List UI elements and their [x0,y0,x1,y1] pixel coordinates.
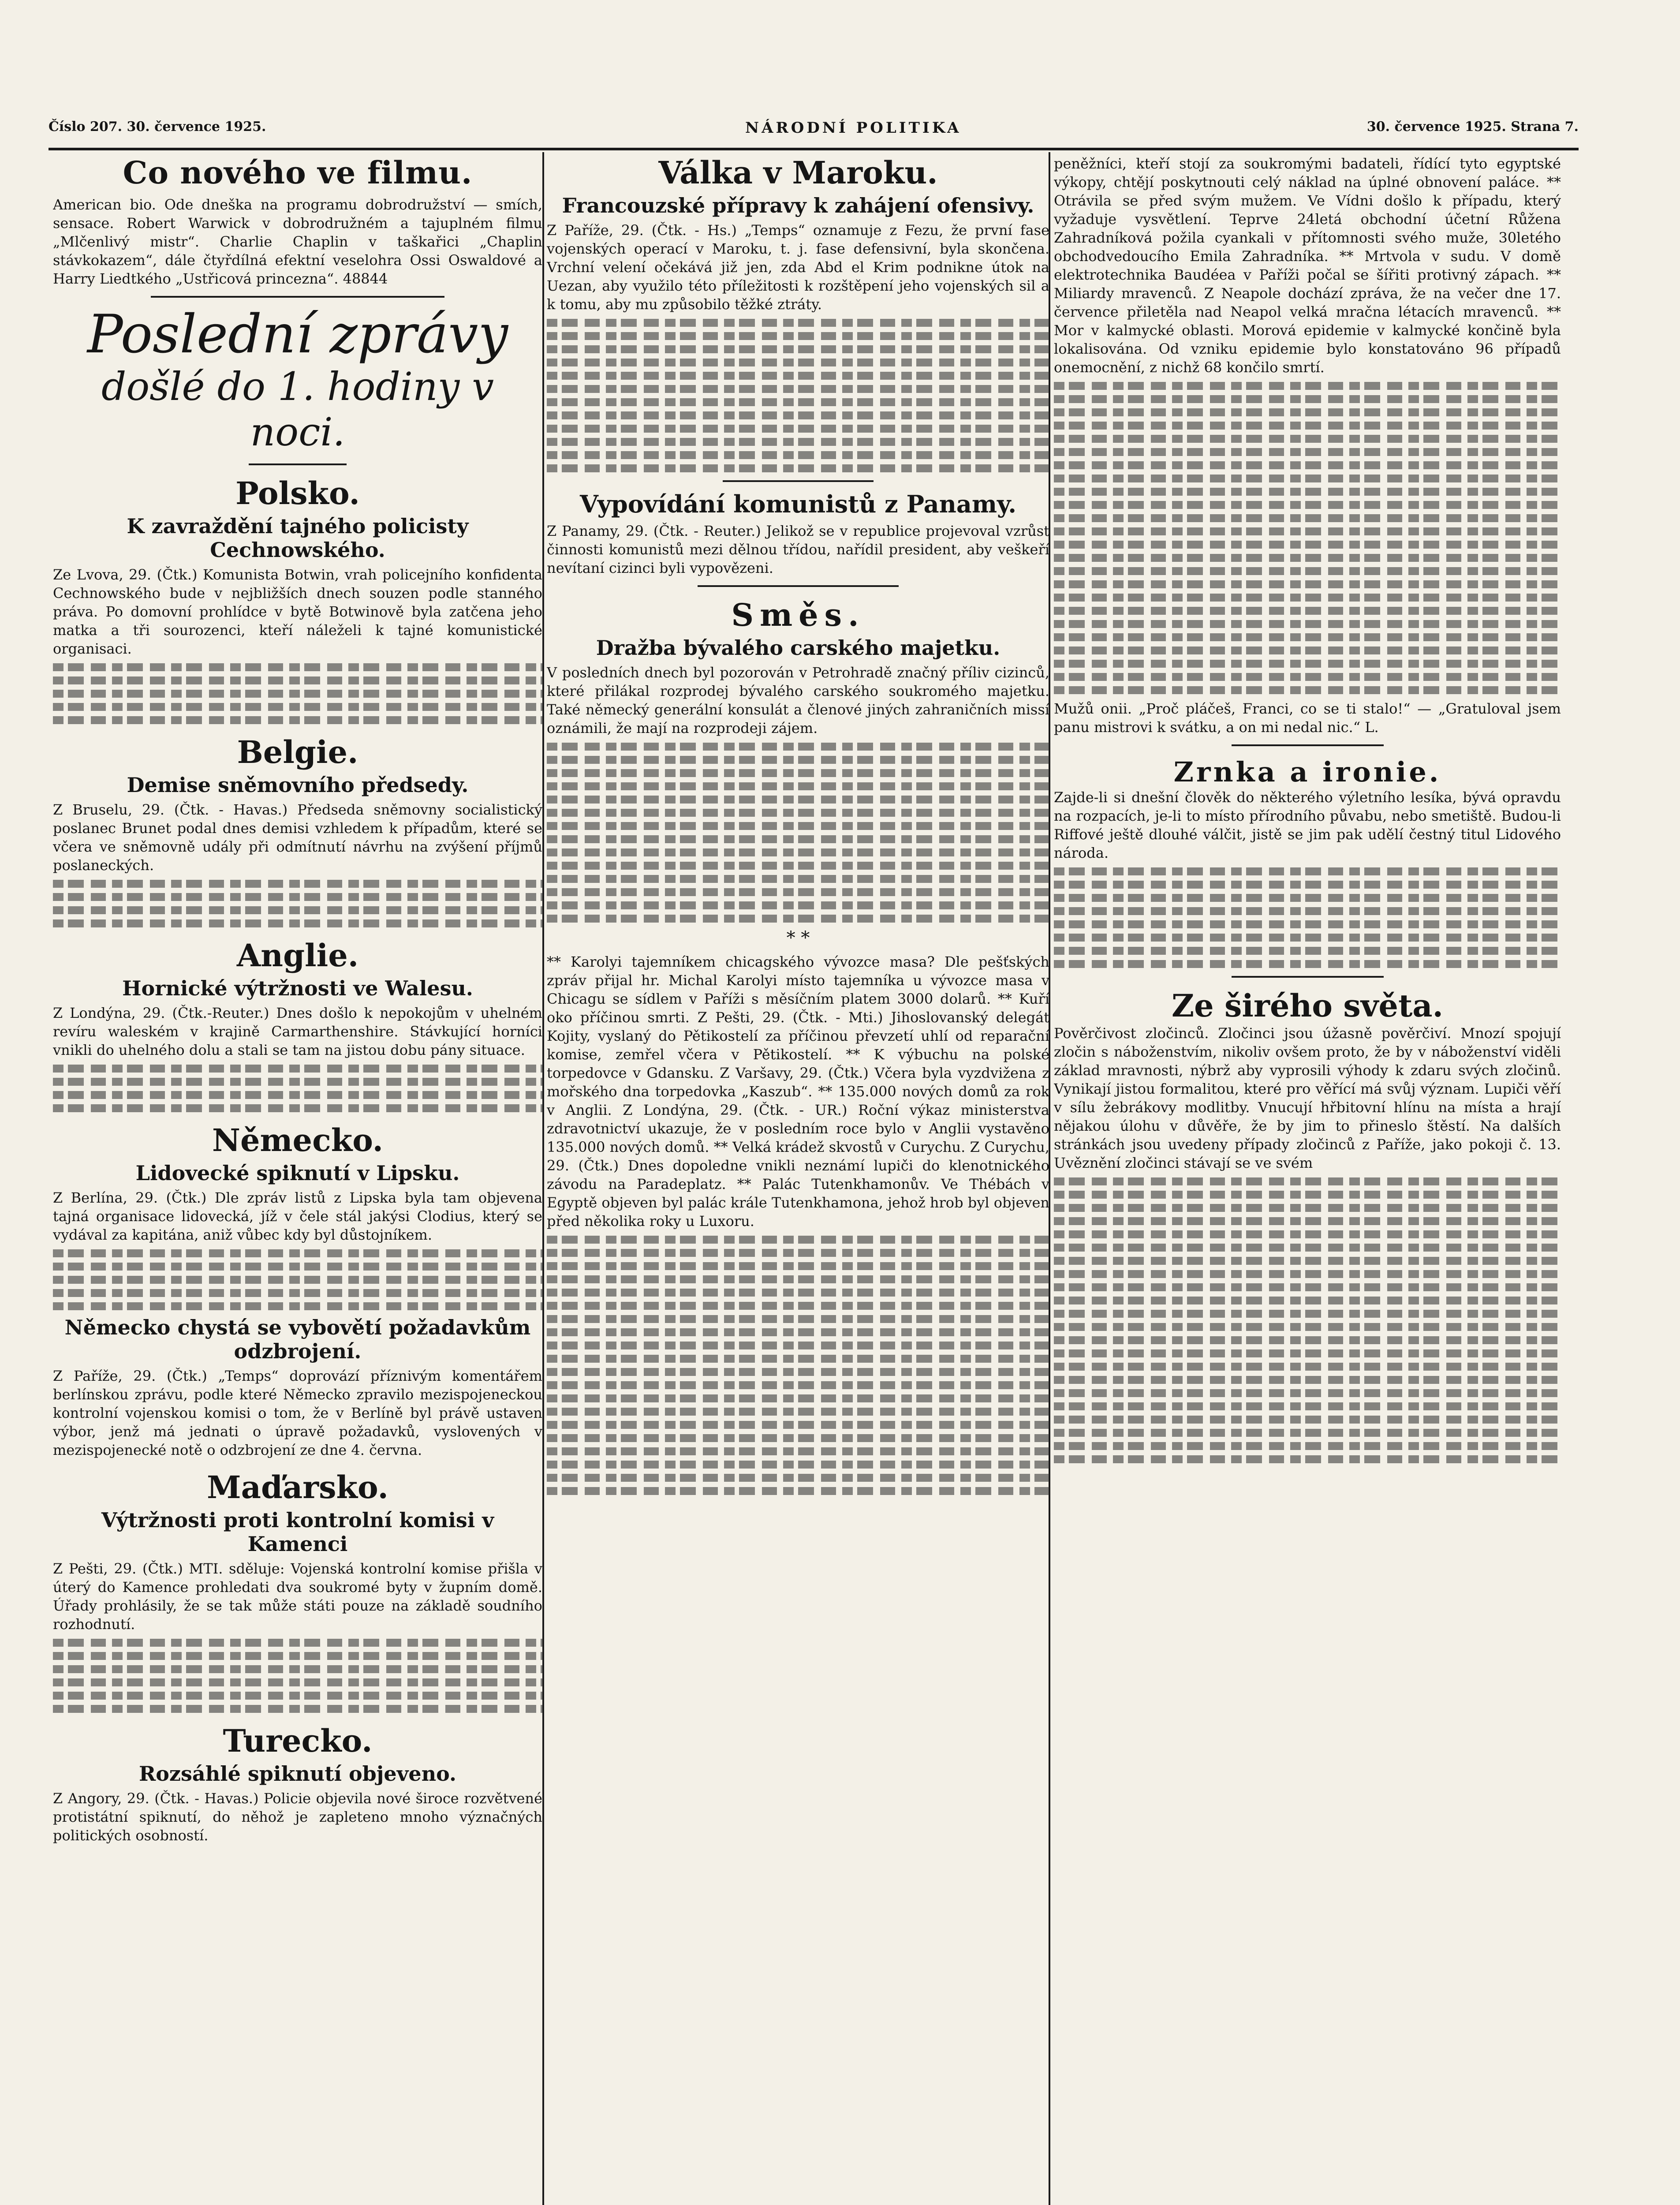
text-continuation [53,1639,542,1713]
mix-text: V posledních dnech byl pozorován v Petrohradě značný příliv cizinců, které přilákal rozprodej bývalého carského soukromého majetku. Také německý generální konsulát a členové jiných zahraničních missí oznámili, že mají na rozprodeji zájem. [547,664,1049,736]
section-title: Německo chystá se vybovětí požadavkům odzbrojení. [64,1316,531,1363]
mix-subtitle: Dražba bývalého carského majetku. [596,636,1001,660]
text-continuation [53,1249,542,1310]
text-continuation [53,880,542,927]
section-divider [1232,976,1384,978]
text-continuation [53,663,542,724]
section-country: Maďarsko. [207,1469,388,1506]
text-continuation [1054,867,1561,968]
masthead [49,115,1579,150]
top-news-text: peněžníci, kteří stojí za soukromými badateli, řídící tyto egyptské výkopy, chtějí poskytnouti celý náklad na úplné obnovení paláce. ** Otrávila se před svým mužem. Ve Vídni došlo k případu, který vyžaduje vysvětlení. Teprve 24letá obchodní účetní Růžena Zahradníková požila cyankali v přítomnosti svého muže, 30letého obchodvedoucího Emila Zahradníka. ** Mrtvola v sudu. V domě elektrotechnika Baudéea v Paříži počal se šířiti protivný zápach. ** Miliardy mravenců. Z Neapole dochází zpráva, že na večer dne 17. července přiletěla nad Neapol velká mračna létacích mravenců. ** Mor v kalmycké oblasti. Morová epidemie v kalmycké končině byla lokalisována. Od vzniku epidemie bylo konstatováno 96 případů onemocnění, z nichž 68 končilo smrtí. [1054,155,1561,376]
panama-text: Z Panamy, 29. (Čtk. - Reuter.) Jelikož se v republice projevoval vzrůst činnosti komunistů mezi dělnou třídou, nařídil president, aby veškeří nevítaní cizinci byli vypovězeni. [547,523,1049,576]
separator-stars: * * [786,928,810,948]
section-text: Z Berlína, 29. (Čtk.) Dle zpráv listů z Lipska byla tam objevena tajná organisace lidovecká, jíž v čele stál jakýsi Clodius, který se vydával za kapitána, aniž vůbec kdy byl důstojníkem. [53,1189,542,1243]
section-divider [151,296,444,298]
irony-text: Zajde-li si dnešní člověk do některého výletního lesíka, bývá opravdu na rozpacích, je-li to místo přírodního půvabu, nebo smetiště. Budou-li Riffové ještě dlouhé válčit, jistě se jim pak udělí čestný titul Lidového národa. [1054,789,1561,861]
war-text: Z Paříže, 29. (Čtk. - Hs.) „Temps“ oznamuje z Fezu, že první fase vojenských operací v Maroku, t. j. fase defensivní, byla skončena. Vrchní velení očekává již jen, zda Abd el Krim podnikne útok na Uezan, aby využilo této příležitosti k rozštěpení jeho vojenských sil a k tomu, aby mu způsobilo těžké ztráty. [547,222,1049,313]
section-title: Výtržnosti proti kontrolní komisi v Kamenci [101,1508,494,1556]
section-title: Demise sněmovního předsedy. [127,773,469,797]
section-divider [723,480,874,482]
section-text: Z Paříže, 29. (Čtk.) „Temps“ doprovází příznivým komentářem berlínskou zprávu, podle které Německo zpravilo mezispojeneckou kontrolní vojenskou komisi o tom, že v Berlíně byl právě ustaven výbor, jenž má jednati o úpravě požadavků, vyslovených v mezispojenecké notě o odzbrojení ze dne 4. června. [53,1368,542,1458]
war-title: Válka v Maroku. [658,154,938,191]
section-country: Polsko. [235,475,360,512]
text-continuation [547,1236,1049,1495]
section-title: Lidovecké spiknutí v Lipsku. [135,1161,460,1185]
section-text: Ze Lvova, 29. (Čtk.) Komunista Botwin, vrah policejního konfidenta Cechnowského bude v nejbližších dnech souzen podle stanného práva. Po domovní prohlídce v bytě Botwinově byla zatčena jeho matka a tři sourozenci, kteří náleželi k tajné komunistické organisaci. [53,566,542,657]
section-country: Anglie. [236,937,359,974]
section-title: Hornické výtržnosti ve Walesu. [122,976,473,1000]
section-text: Z Pešti, 29. (Čtk.) MTI. sděluje: Vojenská kontrolní komise přišla v úterý do Kamence prohledati dva soukromé byty v župním domě. Úřady prohlásily, že se tak může státi pouze na základě soudního rozhodnutí. [53,1560,542,1633]
film-text: American bio. Ode dneška na programu dobrodružství — smích, sensace. Robert Warwick v dobrodružném a tajuplném filmu „Mlčenlivý mistr“. Charlie Chaplin v taškařici „Chaplin stávkokazem“, dále čtyřdílná efektní veselohra Ossi Oswaldové a Harry Liedtkého „Ustřicová princezna“. 48844 [53,196,542,287]
section-divider [1232,744,1384,746]
panama-title: Vypovídání komunistů z Panamy. [579,490,1017,518]
text-continuation [53,1065,542,1112]
issue-date-page: 30. července 1925. Strana 7. [1366,119,1579,135]
section-title: K zavraždění tajného policisty Cechnowského. [127,514,469,562]
news-items: ** Karolyi tajemníkem chicagského vývozce masa? Dle pešťských zpráv přijal hr. Michal Karolyi místo tajemníka u vývozce masa v Chicagu se sídlem v Paříži s měsíčním platem 3000 dolarů. ** Kuří oko příčinou smrti. Z Pešti, 29. (Čtk. - Mti.) Jihoslovanský delegát Kojity, vyslaný do Pětikostelí za příčinou převzetí uhlí od reparační komise, zemřel včera v Pětikostelí. ** K výbuchu na polské torpedovce v Gdansku. Z Varšavy, 29. (Čtk.) Včera byla vyzdvižena z mořského dna torpedovka „Kaszub“. ** 135.000 nových domů za rok v Anglii. Z Londýna, 29. (Čtk. - UR.) Roční výkaz ministerstva zdravotnictví ukazuje, že v posledním roce bylo v Anglii vystavěno 135.000 nových domů. ** Velká krádež skvostů v Curychu. Z Curychu, 29. (Čtk.) Dnes dopoledne vnikli neznámí lupiči do klenotnického závodu na Paradeplatz. ** Palác Tutenkhamonův. Ve Thébách v Egyptě objeven byl palác krále Tutenkhamona, jehož hrob byl objeven před několika roky u Luxoru. [547,953,1049,1230]
section-text: Z Bruselu, 29. (Čtk. - Havas.) Předseda sněmovny socialistický poslanec Brunet podal dnes demisi vzhledem k případům, které se včera ve sněmovně udály při odmítnutí návrhu na zvýšení příjmů poslaneckých. [53,801,542,874]
text-continuation [547,319,1049,472]
section-title: Rozsáhlé spiknutí objeveno. [138,1762,457,1786]
film-heading: Co nového ve filmu. [123,154,473,191]
section-text: Z Londýna, 29. (Čtk.-Reuter.) Dnes došlo k nepokojům v uhelném revíru waleském v krajině Carmarthenshire. Stávkující horníci vnikli do uhelného dolu a stali se tam na jistou dobu pány situace. [53,1005,542,1058]
section-divider [698,585,899,587]
section-country: Belgie. [237,734,358,770]
issue-number: Číslo 207. 30. července 1925. [49,119,266,135]
mix-title: Směs. [731,597,865,633]
section-text: Z Angory, 29. (Čtk. - Havas.) Policie objevila nové široce rozvětvené protistátní spiknutí, do něhož je zapleteno mnoho význačných politických osobností. [53,1790,542,1844]
joke-text: Mužů onii. „Proč pláčeš, Franci, co se ti stalo!“ — „Gratuloval jsem panu mistrovi k svátku, a on mi nedal nic.“ L. [1054,700,1561,736]
world-text: Pověrčivost zločinců. Zločinci jsou úžasně pověrčiví. Mnozí spojují zločin s náboženstvím, nikoliv ovšem proto, že by v náboženství viděli základ mravnosti, nýbrž aby vyprosili výhody k zdaru svých zločinů. Vynikají jistou formalitou, které pro věřící má svůj význam. Lupiči věří v sílu žebrákovy modlitby. Vnucují hřbitovní hlínu na místa a hrají nějakou úlohu v důvěře, že by jim to přineslo štěstí. Na dalších stránkách jsou uvedeny případy zločinců z Paříže, jako pokoji č. 13. Uvěznění zločinci stávají se ve svém [1054,1025,1561,1171]
paper-title: NÁRODNÍ POLITIKA [745,119,962,137]
section-country: Turecko. [223,1723,373,1759]
war-subtitle: Francouzské přípravy k zahájení ofensivy. [562,194,1034,217]
text-continuation [547,743,1049,923]
irony-title: Zrnka a ironie. [1173,756,1441,788]
column-rule-1 [542,152,544,2205]
column-middle [547,154,1049,2205]
section-country: Německo. [212,1122,384,1159]
latest-news-title: Poslední zprávy [87,304,508,365]
world-title: Ze širého světa. [1171,987,1444,1024]
column-right [1054,154,1561,2205]
section-divider [249,463,347,465]
text-continuation [1054,1177,1561,1463]
column-left [53,154,542,2205]
latest-news-subtitle: došlé do 1. hodiny v noci. [101,364,494,455]
text-continuation [1054,382,1561,694]
header-rule [49,148,1579,150]
